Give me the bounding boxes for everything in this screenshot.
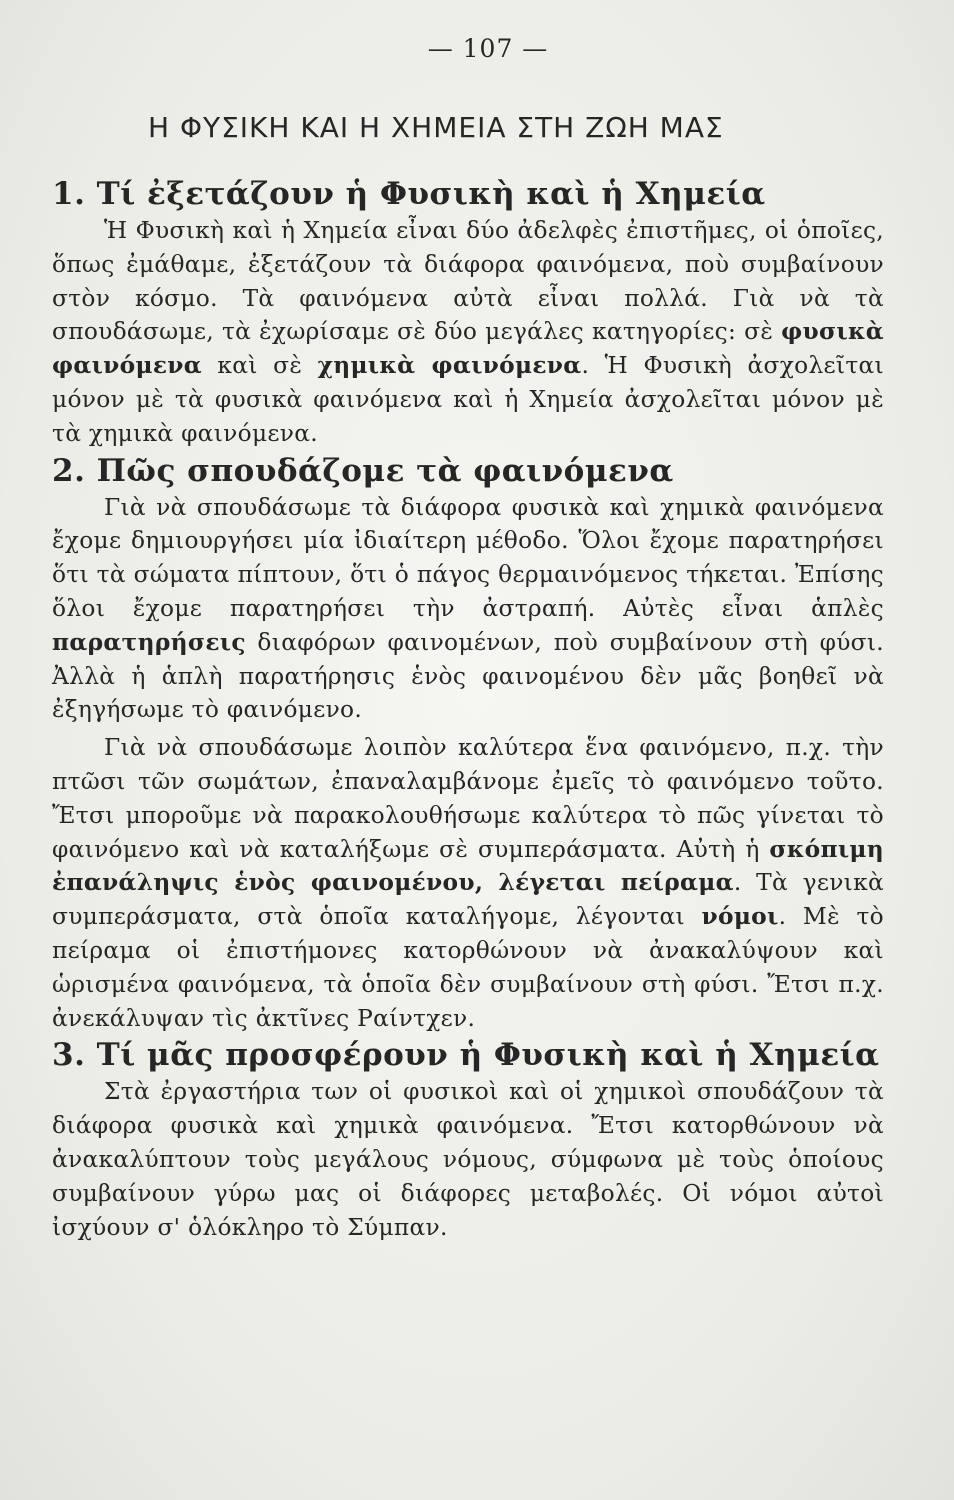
section-2-heading: 2. Πῶς σπουδάζομε τὰ φαινόμενα [52,452,674,489]
emphasis-physical-phenomena: φυσικὰ φαινόμενα [52,318,884,380]
section-2-paragraph-1 [52,491,884,728]
text-run: . Μὲ τὸ πείραμα οἱ ἐπιστήμονες κατορθώνουν νὰ ἀνακαλύψουν καὶ ὡρισμένα φαινόμενα, τὰ ὁποῖα δὲν συμβαίνουν στὴ φύσι. Ἔτσι π.χ. ἀνεκάλυψαν τὶς ἀκτῖνες Ραίντχεν. [52,903,885,1032]
text-run: Γιὰ νὰ σπουδάσωμε λοιπὸν καλύτερα ἕνα φαινόμενο, π.χ. τὴν πτῶσι τῶν σωμάτων, ἐπαναλαμβάνομε ἐμεῖς τὸ φαινόμενο τοῦτο. Ἔτσι μποροῦμε νὰ παρακολουθήσωμε καλύτερα τὸ πῶς γίνεται τὸ φαινόμενο καὶ νὰ καταλήξωμε σὲ συμπεράσματα. Αὐτὴ ἡ [52,734,884,863]
emphasis-experiment: σκόπιμη ἐπανάληψις ἑνὸς φαινομένου, λέγεται πείραμα [52,835,884,897]
section-1-paragraph-1 [52,214,884,451]
text-run: . Ἡ Φυσικὴ ἀσχολεῖται μόνον μὲ τὰ φυσικὰ φαινόμενα καὶ ἡ Χημεία ἀσχολεῖται μόνον μὲ τὰ χημικὰ φαινόμενα. [52,352,884,447]
emphasis-chemical-phenomena: χημικὰ φαινόμενα [317,352,582,380]
section-3-paragraph-1 [52,1075,884,1244]
text-run: Ἡ Φυσικὴ καὶ ἡ Χημεία εἶναι δύο ἀδελφὲς ἐπιστῆμες, οἱ ὁποῖες, ὅπως ἐμάθαμε, ἐξετάζουν τὰ διάφορα φαινόμενα, ποὺ συμβαίνουν στὸν κόσμο. Τὰ φαινόμενα αὐτὰ εἶναι πολλά. Γιὰ νὰ τὰ σπουδάσωμε, τὰ ἐχωρίσαμε σὲ δύο μεγάλες κατηγορίες: σὲ [52,217,884,346]
text-run: Γιὰ νὰ σπουδάσωμε τὰ διάφορα φυσικὰ καὶ χημικὰ φαινόμενα ἔχομε δημιουργήσει μία ἰδιαίτερη μέθοδο. Ὅλοι ἔχομε παρατηρήσει ὅτι τὰ σώματα πίπτουν, ὅτι ὁ πάγος θερμαινόμενος τήκεται. Ἐπίσης ὅλοι ἔχομε παρατηρήσει τὴν ἀστραπή. Αὐτὲς εἶναι ἁπλὲς [52,493,884,622]
text-run: . Τὰ γενικὰ συμπεράσματα, στὰ ὁποῖα καταλήγομε, λέγονται [52,869,884,931]
emphasis-observations: παρατηρήσεις [52,628,246,656]
section-3-heading: 3. Τί μᾶς προσφέρουν ἡ Φυσικὴ καὶ ἡ Χημεία [52,1037,880,1074]
section-2-paragraph-2 [52,731,884,1035]
text-run: καὶ σὲ [202,352,318,380]
emphasis-laws: νόμοι [701,903,779,931]
text-run: διαφόρων φαινομένων, ποὺ συμβαίνουν στὴ φύσι. Ἀλλὰ ἡ ἁπλὴ παρατήρησις ἑνὸς φαινομένου δὲν μᾶς βοηθεῖ νὰ ἐξηγήσωμε τὸ φαινόμενο. [52,628,884,724]
chapter-title: Η ΦΥΣΙΚΗ ΚΑΙ Η ΧΗΜΕΙΑ ΣΤΗ ΖΩΗ ΜΑΣ [148,111,724,144]
section-1-heading: 1. Τί ἐξετάζουν ἡ Φυσικὴ καὶ ἡ Χημεία [52,176,766,212]
page-number: — 107 — [427,34,549,63]
text-run: Στὰ ἐργαστήρια των οἱ φυσικοὶ καὶ οἱ χημικοὶ σπουδάζουν τὰ διάφορα φυσικὰ καὶ χημικὰ φαινόμενα. Ἔτσι κατορθώνουν νὰ ἀνακαλύπτουν τοὺς μεγάλους νόμους, σύμφωνα μὲ τοὺς ὁποίους συμβαίνουν γύρω μας οἱ διάφορες μεταβολές. Οἱ νόμοι αὐτοὶ ἰσχύουν σ' ὁλόκληρο τὸ Σύμπαν. [52,1078,884,1241]
